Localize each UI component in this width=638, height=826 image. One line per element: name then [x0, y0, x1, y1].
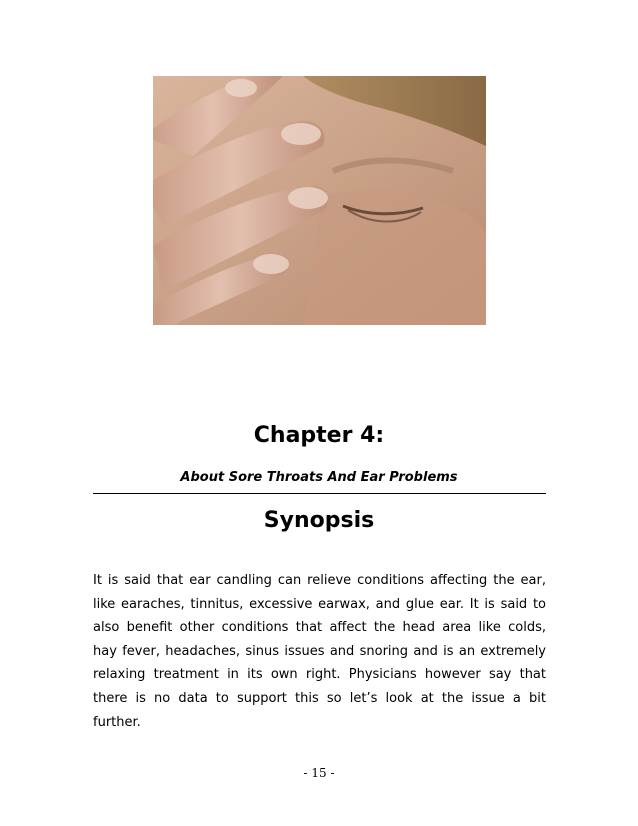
- divider-rule: [93, 493, 546, 494]
- page-number: - 15 -: [303, 766, 335, 780]
- synopsis-paragraph: It is said that ear candling can relieve conditions affecting the ear, like earaches, tinnitus, excessive earwax, and glue ear. It is said to also benefit other conditions that affect the head area like colds, hay fever, headaches, sinus issues and snoring and is an extremely relaxing treatment in its own right. Physicians however say that there is no data to support this so let’s look at the issue a bit further.: [93, 573, 546, 730]
- chapter-title: Chapter 4:: [253, 423, 385, 448]
- chapter-photo: [153, 76, 486, 325]
- chapter-subtitle: About Sore Throats And Ear Problems: [180, 470, 458, 485]
- synopsis-heading: Synopsis: [263, 508, 375, 533]
- headache-photo-illustration: [153, 76, 486, 325]
